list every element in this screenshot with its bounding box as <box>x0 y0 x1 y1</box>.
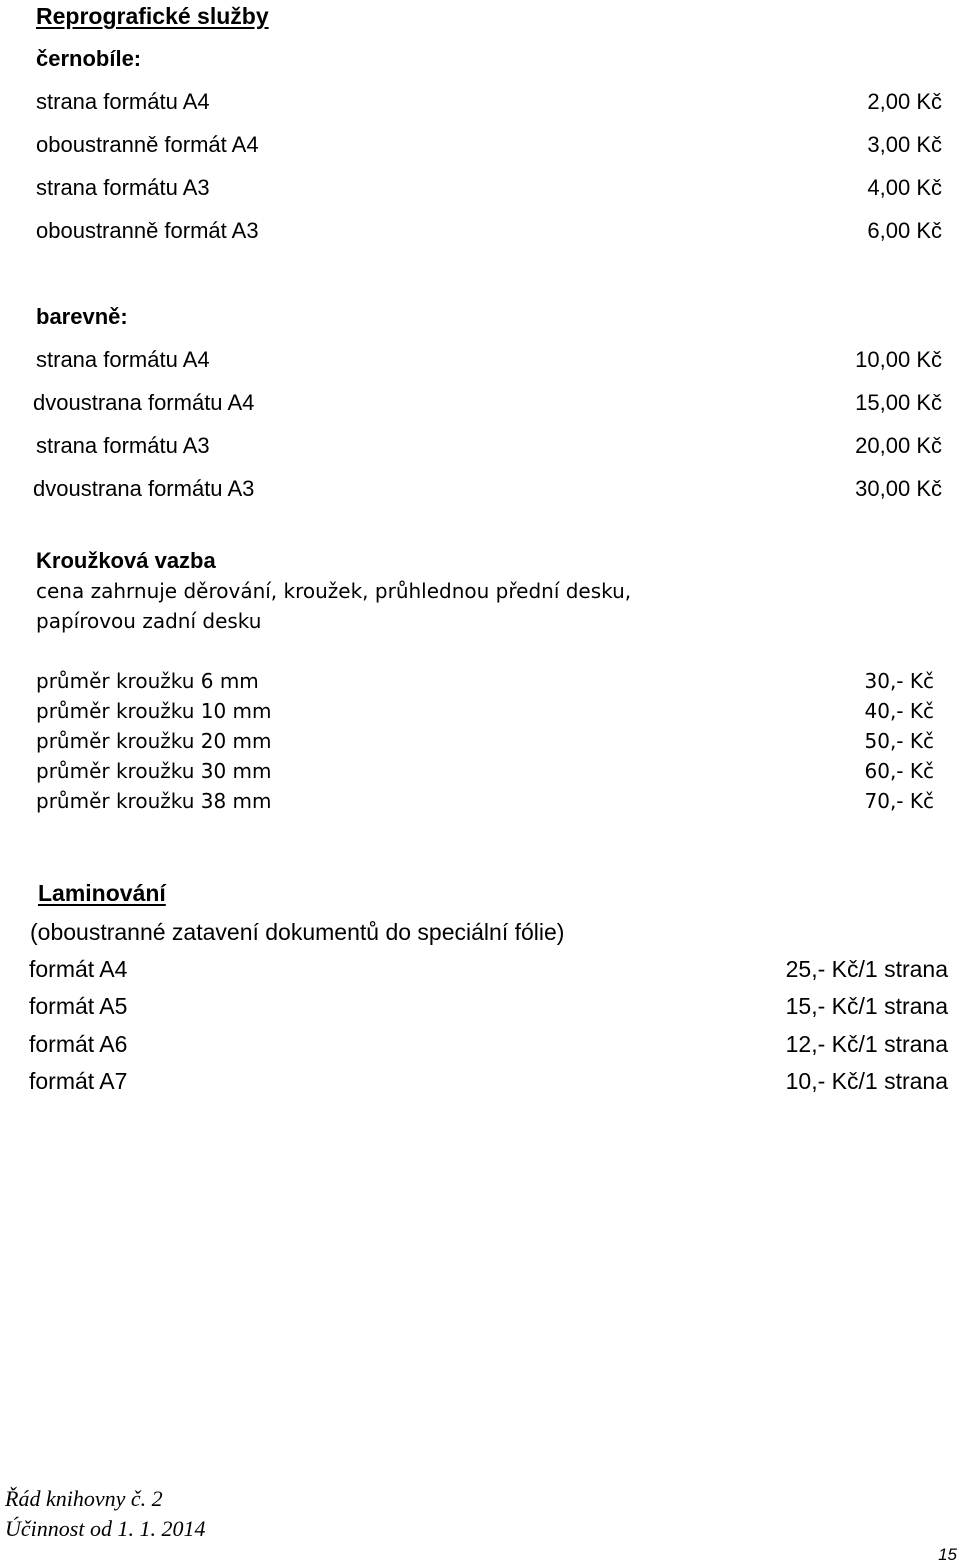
binding-description: cena zahrnuje děrování, kroužek, průhlednou přední desku, <box>36 579 632 603</box>
bw-price: 2,00 Kč <box>867 89 942 114</box>
color-label: dvoustrana formátu A4 <box>33 390 255 415</box>
color-price: 20,00 Kč <box>855 433 942 458</box>
bw-label: strana formátu A4 <box>36 89 210 114</box>
binding-price: 60,- Kč <box>864 759 934 783</box>
footer-rule-number: Řád knihovny č. 2 <box>5 1486 163 1511</box>
binding-description: papírovou zadní desku <box>36 609 262 633</box>
binding-label: průměr kroužku 6 mm <box>36 669 259 693</box>
color-label: strana formátu A3 <box>36 433 210 458</box>
bw-label: oboustranně formát A3 <box>36 218 259 243</box>
footer-effective-date: Účinnost od 1. 1. 2014 <box>5 1516 206 1541</box>
lamination-price: 15,- Kč/1 strana <box>785 993 948 1019</box>
lamination-description: (oboustranné zatavení dokumentů do speciální fólie) <box>30 919 565 945</box>
binding-label: průměr kroužku 10 mm <box>36 699 272 723</box>
bw-price: 4,00 Kč <box>867 175 942 200</box>
lamination-label: formát A5 <box>29 993 128 1019</box>
lamination-price: 12,- Kč/1 strana <box>785 1031 948 1057</box>
bw-price: 6,00 Kč <box>867 218 942 243</box>
binding-label: průměr kroužku 20 mm <box>36 729 272 753</box>
bw-price: 3,00 Kč <box>867 132 942 157</box>
bw-label: strana formátu A3 <box>36 175 210 200</box>
lamination-label: formát A6 <box>29 1031 128 1057</box>
color-heading: barevně: <box>36 304 128 329</box>
color-price: 30,00 Kč <box>855 476 942 501</box>
binding-price: 70,- Kč <box>864 789 934 813</box>
binding-label: průměr kroužku 30 mm <box>36 759 272 783</box>
color-price: 10,00 Kč <box>855 347 942 372</box>
color-label: dvoustrana formátu A3 <box>33 476 255 501</box>
lamination-price: 10,- Kč/1 strana <box>785 1068 948 1094</box>
bw-label: oboustranně formát A4 <box>36 132 259 157</box>
lamination-label: formát A4 <box>29 956 128 982</box>
binding-label: průměr kroužku 38 mm <box>36 789 272 813</box>
page-number: 15 <box>938 1545 957 1564</box>
bw-heading: černobíle: <box>36 46 142 71</box>
lamination-price: 25,- Kč/1 strana <box>785 956 948 982</box>
binding-heading: Kroužková vazba <box>36 548 216 573</box>
page-title: Reprografické služby <box>36 3 269 29</box>
binding-price: 50,- Kč <box>864 729 934 753</box>
binding-price: 40,- Kč <box>864 699 934 723</box>
color-price: 15,00 Kč <box>855 390 942 415</box>
lamination-heading: Laminování <box>38 880 166 906</box>
binding-price: 30,- Kč <box>864 669 934 693</box>
lamination-label: formát A7 <box>29 1068 128 1094</box>
color-label: strana formátu A4 <box>36 347 210 372</box>
